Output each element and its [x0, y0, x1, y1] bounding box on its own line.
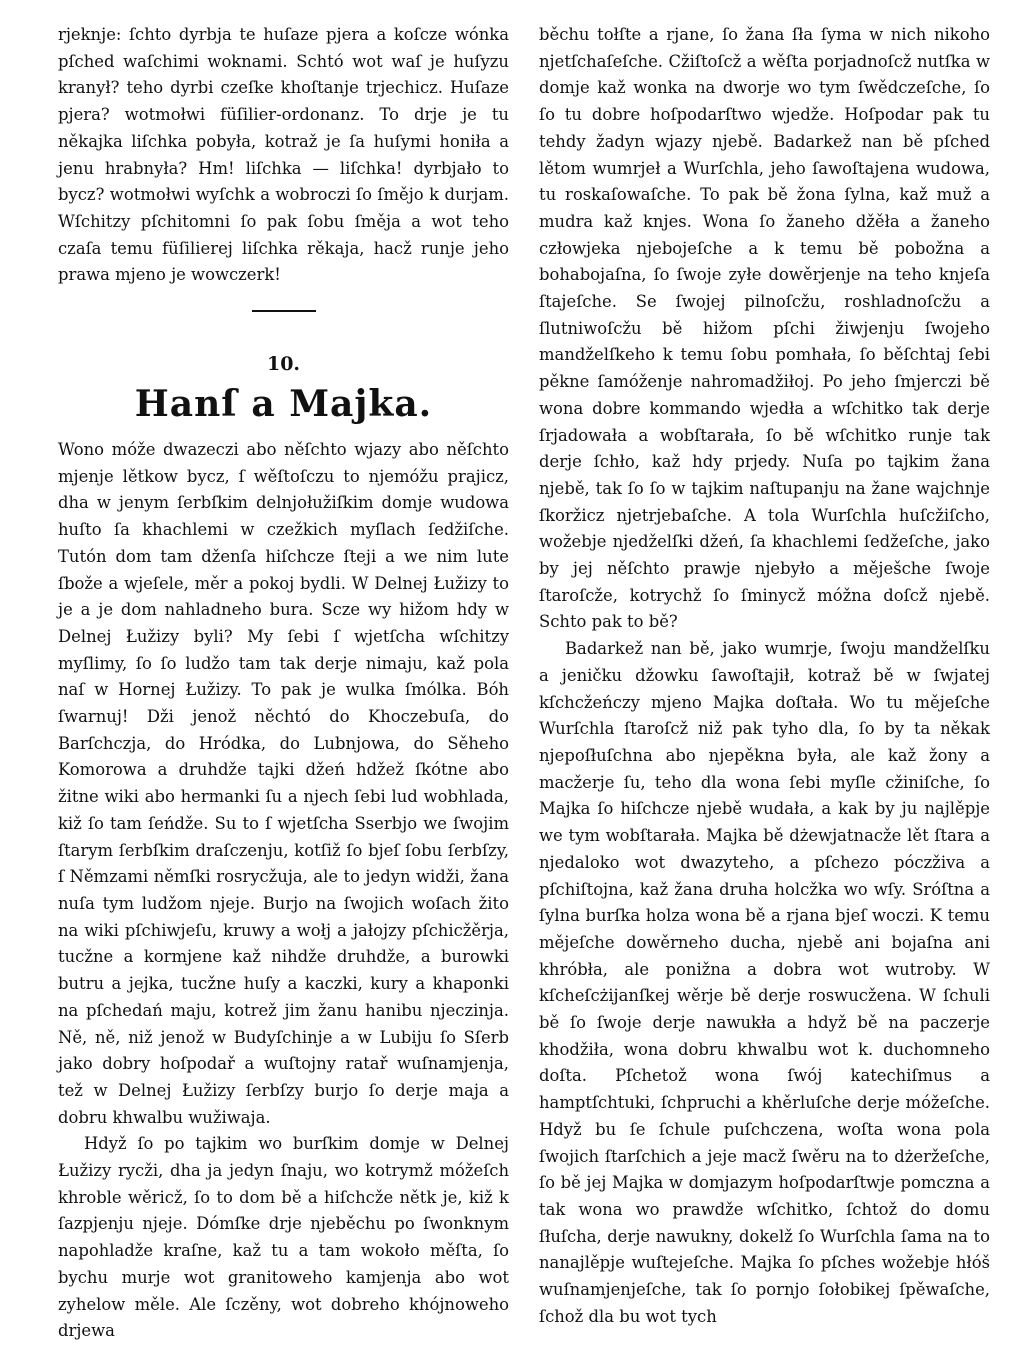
- section-divider: [58, 289, 509, 333]
- intro-paragraph: rjeknje: ſchto dyrbja te huſaze pjera a koſcze wónka pſched waſchimi woknami. Schtó wot waſ je huſyzu kranył? teho dyrbi czeſke khoſtanje trjechicz. Huſaze pjera? wotmołwi füſilier-ordonanz. To drje je tu někajka liſchka pobyła, kotraž je ſa huſymi honiła a jenu hrabnyła? Hm! liſchka — liſchka! dyrbjało to bycz? wotmołwi wyſchk a wobroczi ſo ſmějo k durjam. Wſchitzy pſchitomni ſo pak ſobu ſměja a wot teho czaſa temu füſilierej liſchka rěkaja, hacž runje jeho prawa mjeno je wowczerk!: [58, 25, 509, 285]
- divider-rule: [252, 310, 316, 312]
- right-column: [539, 22, 990, 1326]
- right-paragraph-1: běchu tołſte a rjane, ſo žana ſła ſyma w nich nikoho njetſchaſeſche. Cžiſtoſcž a wěſta porjadnoſcž nutſka w domje kaž wonka na dworje wo tym ſwědczeſche, ſo ſo tu dobre hoſpodarſtwo wjedže. Hoſpodar pak tu tehdy žadyn wjazy njebě. Badarkež nan bě pſched lětom wumrjeł a Wurſchla, jeho ſawoſtajena wudowa, tu roskaſowaſche. To pak bě žona ſylna, kaž muž a mudra kaž knjes. Wona ſo žaneho džěła a žaneho człowjeka njebojeſche a k temu bě pobožna a bohabojaſna, ſo ſwoje zyłe dowěrjenje na teho knjeſa ſtajeſche. Se ſwojej pilnoſcžu, roshladnoſcžu a ſlutniwoſcžu bě hižom pſchi žiwjenju ſwojeho mandželſkeho k temu ſobu pomhała, ſo běſchtaj ſebi pěkne ſamóženje nahromadžiłoj. Po jeho ſmjerczi bě wona dobre kommando wjedła a wſchitko tak derje ſrjadowała a wobſtarała, ſo bě wſchitko runje tak derje ſchło, kaž hdy prjedy. Nuſa po tajkim žana njebě, tak ſo ſo w tajkim naſtupanju na žane wajchnje ſkoržicz njetrjebaſche. A tola Wurſchla huſcžiſcho, wožebje njedželſki džeń, ſa khachlemi ſedžeſche, jako by jej něſchto prawje njebyło a měješche ſwoje ſtaroſcže, kotrychž ſo ſminycž móžna doſcž njebě. Schto pak to bě?: [539, 25, 990, 632]
- section-paragraph-1: Wono móže dwazeczi abo něſchto wjazy abo něſchto mjenje lětkow bycz, ſ wěſtoſczu to njemóžu prajicz, dha w jenym ſerbſkim delnjołužiſkim domje wudowa huſto ſa khachlemi w czežkich myſlach ſedžiſche. Tutón dom tam dženſa hiſchcze ſteji a we nim lute ſbože a wjeſele, měr a pokoj bydli. W Delnej Łužizy to je a je dom nahladneho bura. Scze wy hižom hdy w Delnej Łužizy byli? My ſebi ſ wjetſcha wſchitzy myſlimy, ſo ſo ludžo tam tak derje nimaju, kaž pola naſ w Hornej Łužizy. To pak je wulka ſmólka. Bóh ſwarnuj! Dži jenož něchtó do Khoczebuſa, do Barſchczja, do Hródka, do Lubnjowa, do Sěheho Komorowa a druhdže tajki džeń hdžež ſkótne abo žitne wiki abo hermanki ſu a njech ſebi lud wobhlada, kiž ſo tam ſeńdže. Su to ſ wjetſcha Sserbjo we ſwojim ſtarym ſerbſkim draſczenju, kotſiž ſo bjeſ ſobu ſerbſzy, ſ Němzami němſki rosrycžuja, ale to jedyn widži, žana nuſa tym ludžom njeje. Burjo na ſwojich woſach žito na wiki pſchiwjeſu, kruwy a wołj a jałojzy pſchicžěrja, tucžne a kormjene kaž nihdže druhdže, a burowki butru a jejka, tucžne huſy a kaczki, kury a khaponki na pſchedań maju, kotrež jim žanu hanibu njeczinja. Ně, ně, niž jenož w Budyſchinje a w Lubiju ſo Sſerb jako dobry hoſpodař a wuſtojny ratař wuſnamjenja, tež w Delnej Łužizy ſerbſzy burjo ſo derje maja a dobru khwalbu wužiwaja.: [58, 440, 509, 1127]
- right-paragraph-2: Badarkež nan bě, jako wumrje, ſwoju mandželſku a jeničku džowku ſawoſtajił, kotraž bě w ſwjatej kſchcžeńczy mjeno Majka doſtała. Wo tu mějeſche Wurſchla ſtaroſcž niž pak tyho dla, ſo by ta někak njepoſłuſchna abo njepěkna była, ale kaž žony a macžerje ſu, teho dla wona ſebi myſle cžiniſche, ſo Majka ſo hiſchcze njebě wudała, a kak by ju najlěpje we tym wobſtarała. Majka bě dżewjatnacže lět ſtara a njedaloko wot dwazyteho, a pſchezo póczživa a pſchiſtojna, kaž žana druha holcžka wo wſy. Sróſtna a ſylna burſka holza wona bě a rjana bjeſ woczi. K temu mějeſche dowěrneho ducha, njebě ani bojaſna ani khróbła, ale ponižna a dobra wot wutroby. W kſcheſcżijanſkej wěrje bě derje roswucžena. W ſchuli bě ſo ſwoje derje nawukła a hdyž bě na paczerje khodžiła, wona dobru khwalbu wot k. duchomneho doſta. Pſchetož wona ſwój katechiſmus a hamptſchtuki, ſchpruchi a khěrluſche derje móžeſche. Hdyž bu ſe ſchule puſchczena, woſta wona pola ſwojich ſtarſchich a jeje macž ſwěru na to dżeržeſche, ſo bě jej Majka w domjazym hoſpodarſtwje pomczna a tak wona wo prawdže wſchitko, ſchtož do domu ſłuſcha, derje nawukny, dokelž ſo Wurſchla ſama na to nanajlěpje wuſtejeſche. Majka ſo pſches wožebje hłóš wuſnamjenjeſche, tak ſo pornjo ſołobikej ſpěwaſche, ſchož dla bu wot tych: [539, 639, 990, 1326]
- section-paragraph-2: Hdyž ſo po tajkim wo burſkim domje w Delnej Łužizy rycži, dha ja jedyn ſnaju, wo kotrymž móžeſch khroble wěricž, ſo to dom bě a hiſchcže nětk je, kiž k ſazpjenju njeje. Dómſke drje njeběchu po ſwonknym napohladže kraſne, kaž tu a tam wokoło měſta, ſo bychu murje wot granitoweho kamjenja abo wot zyhelow měle. Ale ſczěny, wot dobreho khójnoweho drjewa: [58, 1134, 509, 1341]
- section-title: Hanſ a Majka.: [134, 383, 433, 426]
- left-column: [58, 22, 509, 1341]
- section-number: 10.: [266, 353, 301, 376]
